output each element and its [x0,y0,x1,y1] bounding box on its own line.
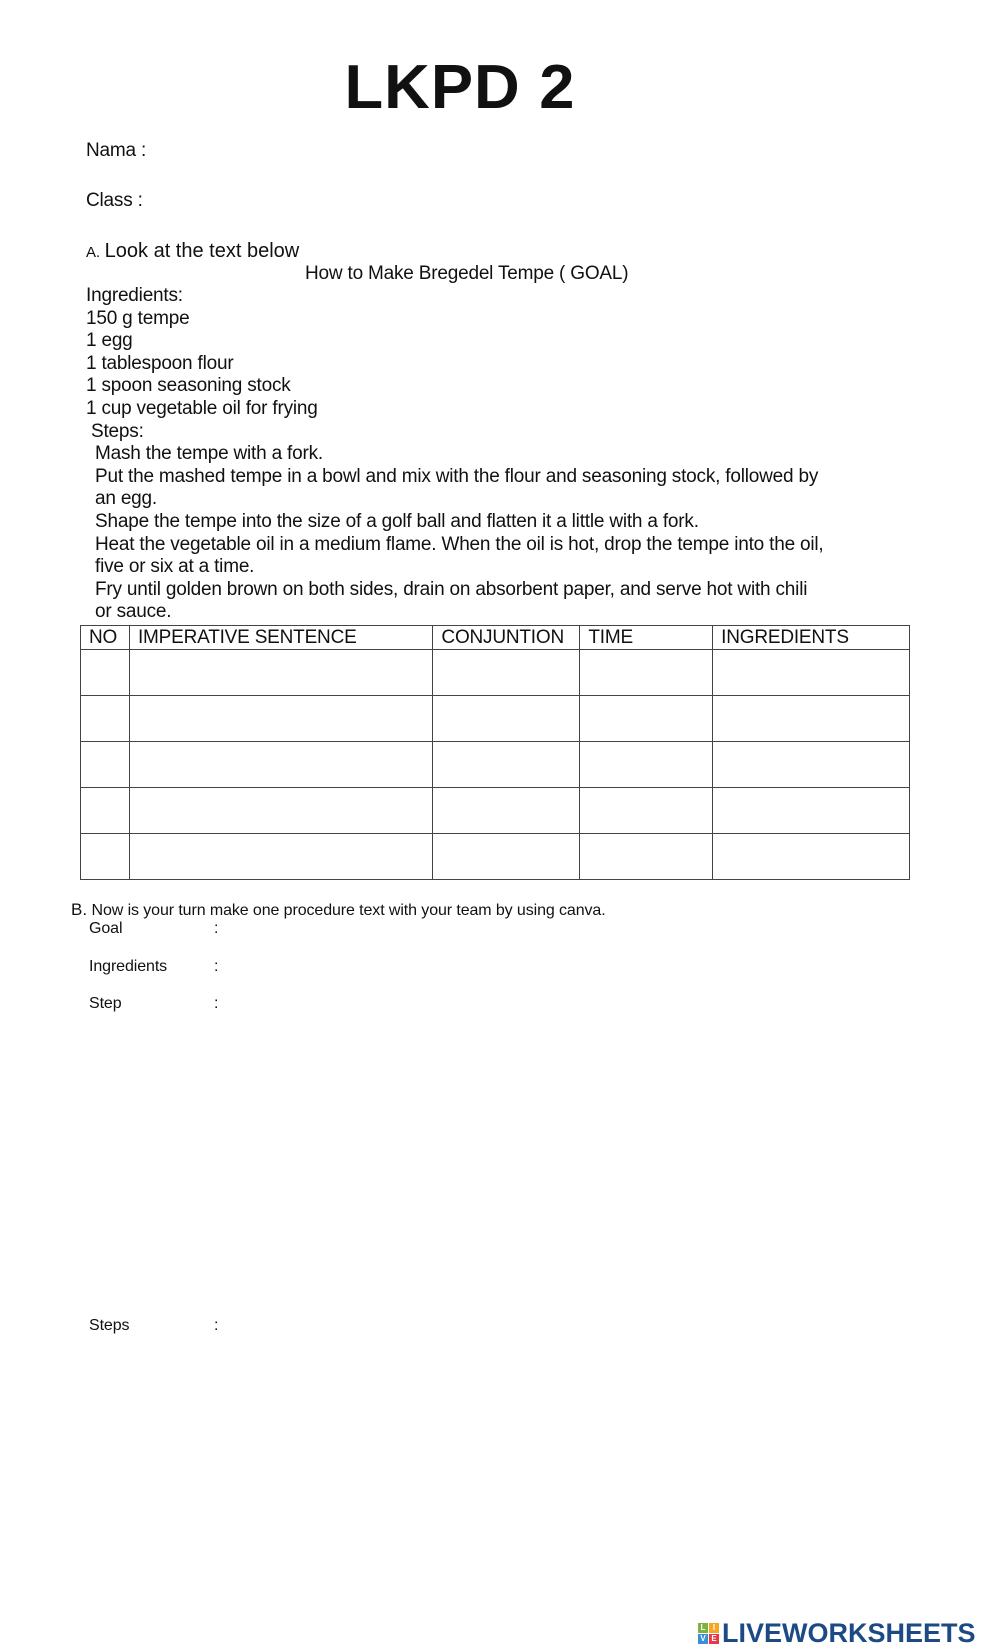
section-a-label: A. [86,244,101,261]
table-header-row [81,626,910,650]
page-title: LKPD 2 [344,53,576,122]
table-row [81,696,910,742]
table-row [81,742,910,788]
step-line: an egg. [95,488,157,510]
table-cell[interactable] [129,788,432,834]
table-cell[interactable] [129,696,432,742]
step-line: or sauce. [95,601,172,623]
step-line: Heat the vegetable oil in a medium flame. When the oil is hot, drop the tempe into the oil, [95,533,824,555]
ingredients-colon: : [214,958,219,975]
goal-label: Goal [89,920,123,937]
logo-text: LIVEWORKSHEETS [722,1618,976,1648]
ingredient-item: 1 spoon seasoning stock [86,375,291,397]
ingredient-item: 1 tablespoon flour [86,352,234,374]
table-cell[interactable] [433,788,580,834]
table-cell[interactable] [81,788,130,834]
recipe-body [86,285,824,624]
section-b-label: B. [71,900,88,919]
step-colon: : [214,995,219,1012]
step-label: Step [89,995,122,1012]
table-cell[interactable] [129,742,432,788]
table-cell[interactable] [713,742,910,788]
table-cell[interactable] [580,742,713,788]
table-cell[interactable] [713,650,910,696]
step-line: Mash the tempe with a fork. [95,443,323,465]
table-cell[interactable] [713,834,910,880]
table-cell[interactable] [129,650,432,696]
table-cell[interactable] [580,696,713,742]
recipe-heading: How to Make Bregedel Tempe ( GOAL) [305,263,629,284]
table-cell[interactable] [713,696,910,742]
table-cell[interactable] [580,650,713,696]
steps-label: Steps: [91,420,144,442]
table-cell[interactable] [81,834,130,880]
table-cell[interactable] [81,650,130,696]
header-conjunction: CONJUNTION [433,626,580,650]
table-cell[interactable] [129,834,432,880]
header-time: TIME [580,626,713,650]
ingredient-item: 1 cup vegetable oil for frying [86,397,318,419]
section-b-instruction: Now is your turn make one procedure text with your team by using canva. [91,902,606,919]
ingredients-label: Ingredients: [86,285,183,306]
table-row [81,788,910,834]
goal-colon: : [214,920,219,937]
ingredients-field-label: Ingredients [89,958,168,975]
ingredient-item: 150 g tempe [86,307,190,329]
step-line: five or six at a time. [95,556,255,578]
table-row [81,834,910,880]
steps-colon: : [214,1317,219,1334]
table-row [81,650,910,696]
section-a-instruction: Look at the text below [104,240,300,262]
section-a-title [86,240,299,263]
section-b-title [71,900,606,920]
table-cell[interactable] [713,788,910,834]
steps-field-label: Steps [89,1317,130,1334]
table-cell[interactable] [433,696,580,742]
table-cell[interactable] [81,742,130,788]
liveworksheets-logo [698,1618,976,1649]
ingredient-item: 1 egg [86,330,133,352]
table-cell[interactable] [580,788,713,834]
analysis-table [80,625,910,880]
step-line: Shape the tempe into the size of a golf ball and flatten it a little with a fork. [95,510,699,532]
class-field-label: Class : [86,190,143,211]
table-cell[interactable] [580,834,713,880]
table-cell[interactable] [433,742,580,788]
name-field-label: Nama : [86,140,147,161]
header-ingredients: INGREDIENTS [713,626,910,650]
header-no: NO [81,626,130,650]
header-imperative-sentence: IMPERATIVE SENTENCE [129,626,432,650]
table-cell[interactable] [433,650,580,696]
live-blocks-icon: L I V E [698,1623,719,1644]
step-line: Put the mashed tempe in a bowl and mix with the flour and seasoning stock, followed by [95,465,819,487]
table-cell[interactable] [81,696,130,742]
step-line: Fry until golden brown on both sides, drain on absorbent paper, and serve hot with chili [95,578,808,600]
table-cell[interactable] [433,834,580,880]
